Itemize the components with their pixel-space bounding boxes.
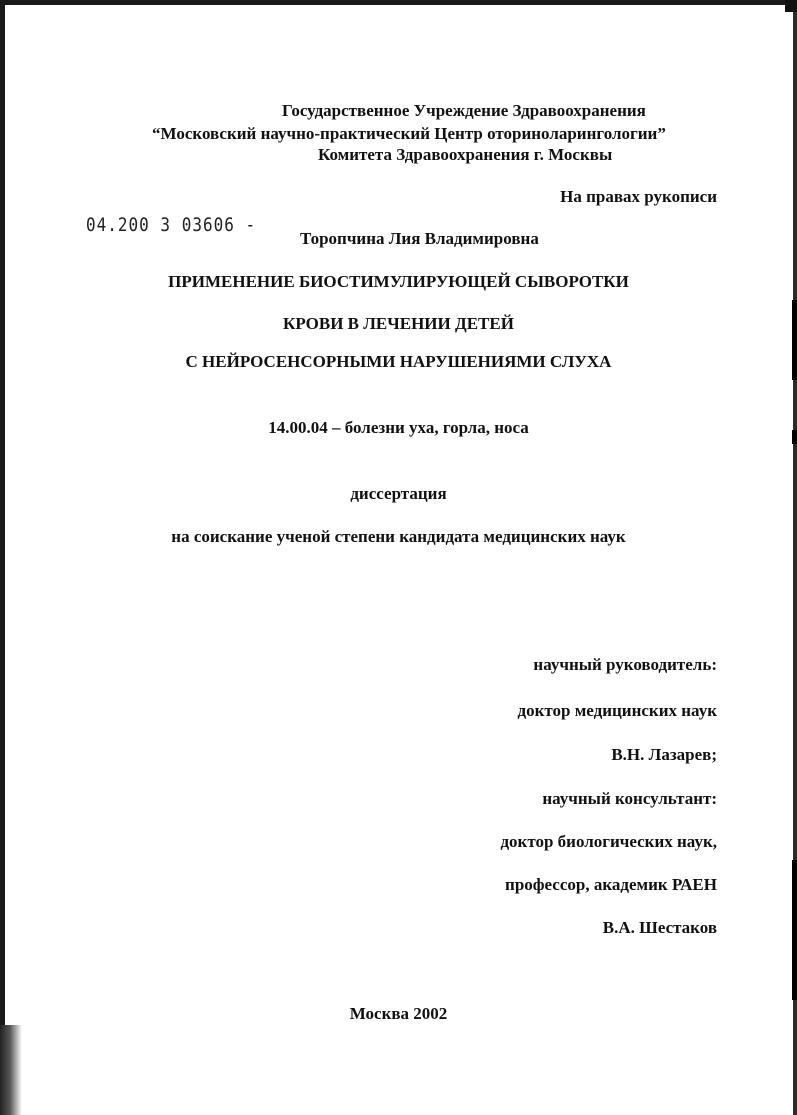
degree-line: на соискание ученой степени кандидата медицинских наук <box>171 527 626 546</box>
title-line-2: КРОВИ В ЛЕЧЕНИИ ДЕТЕЙ <box>283 314 514 333</box>
institution-line-2: “Московский научно-практический Центр оториноларингологии” <box>152 124 666 143</box>
scan-border-top <box>0 0 797 5</box>
document-type: диссертация <box>350 484 447 503</box>
title-line-1: ПРИМЕНЕНИЕ БИОСТИМУЛИРУЮЩЕЙ СЫВОРОТКИ <box>168 272 629 291</box>
consultant-role: научный консультант: <box>542 789 717 808</box>
supervisor-degree: доктор медицинских наук <box>517 701 717 720</box>
consultant-title: профессор, академик РАЕН <box>505 875 717 894</box>
scan-edge-mark <box>792 860 797 1000</box>
scan-border-left <box>0 0 5 1115</box>
supervisor-name: В.Н. Лазарев; <box>611 745 717 764</box>
specialty-code: 14.00.04 – болезни уха, горла, носа <box>268 418 529 437</box>
title-line-3: С НЕЙРОСЕНСОРНЫМИ НАРУШЕНИЯМИ СЛУХА <box>185 352 612 371</box>
supervisor-role: научный руководитель: <box>533 655 717 674</box>
registration-stamp: 04.200 3 03606 - <box>86 213 257 236</box>
author-name: Торопчина Лия Владимировна <box>300 229 539 248</box>
consultant-degree: доктор биологических наук, <box>500 832 717 851</box>
consultant-name: В.А. Шестаков <box>602 918 717 937</box>
scan-shadow <box>0 1025 22 1115</box>
scan-corner <box>785 0 797 12</box>
institution-line-3: Комитета Здравоохранения г. Москвы <box>318 145 613 164</box>
manuscript-note: На правах рукописи <box>560 187 717 206</box>
city-year: Москва 2002 <box>349 1004 448 1023</box>
institution-line-1: Государственное Учреждение Здравоохранения <box>282 101 646 120</box>
